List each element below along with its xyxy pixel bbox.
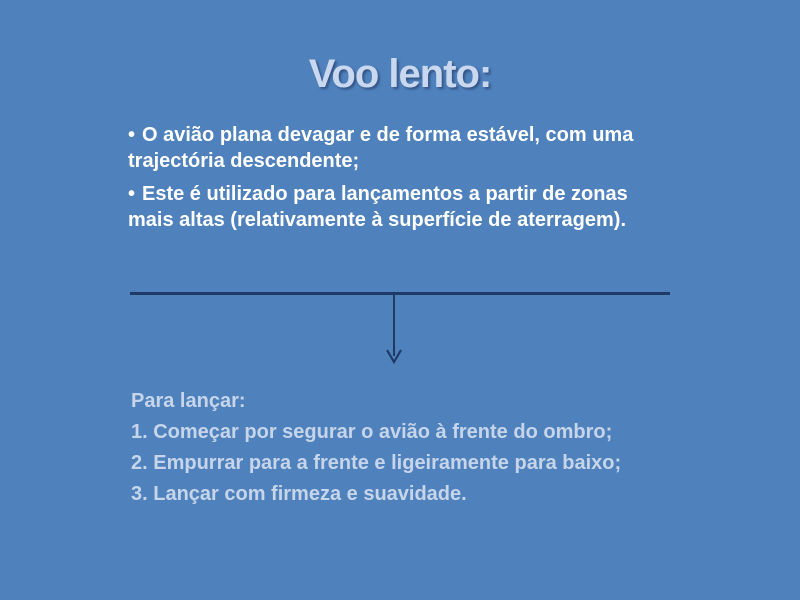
- bullet-marker: •: [128, 124, 136, 146]
- launch-instructions: [131, 386, 731, 510]
- bullet-item: [128, 181, 668, 233]
- bullet-list: [128, 122, 668, 240]
- horizontal-line: [130, 292, 670, 295]
- instructions-heading: Para lançar:: [131, 390, 246, 412]
- down-arrow-icon: [385, 346, 403, 364]
- bullet-marker: •: [128, 183, 136, 205]
- instruction-step: 2. Empurrar para a frente e ligeiramente para baixo;: [131, 452, 622, 474]
- instruction-step: 3. Lançar com firmeza e suavidade.: [131, 483, 467, 505]
- bullet-text: O avião plana devagar e de forma estável, com uma trajectória descendente;: [128, 124, 634, 172]
- instruction-step: 1. Começar por segurar o avião à frente do ombro;: [131, 421, 613, 443]
- slide-title: Voo lento:: [308, 52, 492, 96]
- bullet-item: [128, 122, 668, 174]
- bullet-text: Este é utilizado para lançamentos a partir de zonas mais altas (relativamente à superfície de aterragem).: [128, 183, 628, 231]
